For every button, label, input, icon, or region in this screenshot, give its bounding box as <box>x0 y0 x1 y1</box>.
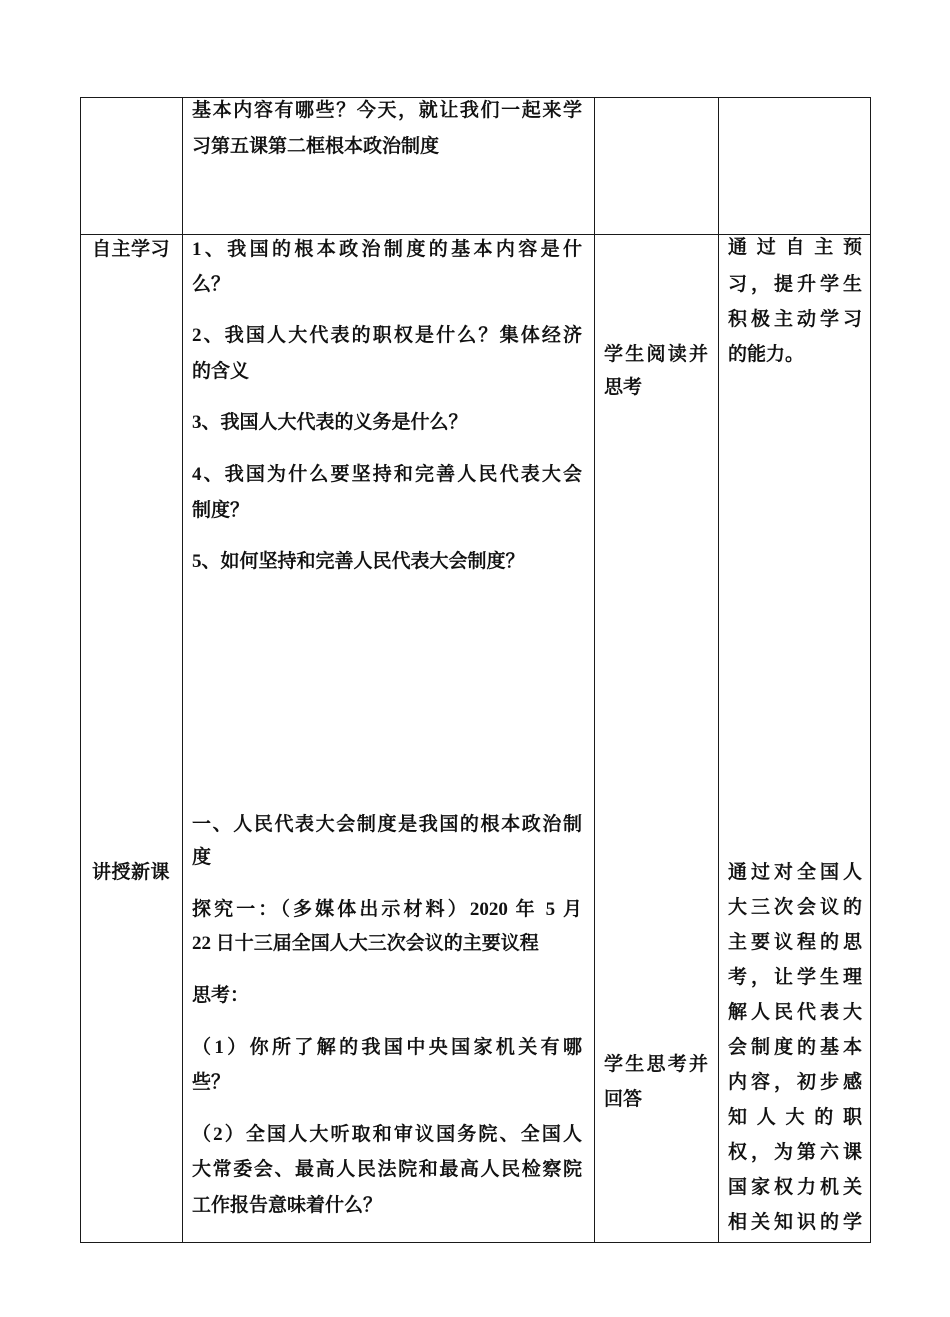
content-line: 大常委会、最高人民法院和最高人民检察院 <box>192 1159 582 1180</box>
intent-line: 通过自主预 <box>728 237 862 258</box>
content-line: 一、人民代表大会制度是我国的根本政治制 <box>192 814 582 835</box>
table-border-right <box>870 97 871 1243</box>
stage-label: 自主学习 <box>92 239 171 260</box>
content-line: （2）全国人大听取和审议国务院、全国人 <box>192 1124 582 1145</box>
intent-line: 解人民代表大 <box>728 1002 862 1023</box>
question-line: 的含义 <box>192 361 250 382</box>
question-line: 么？ <box>192 274 231 295</box>
intent-line: 大三次会议的 <box>728 897 862 918</box>
question-line: 2、我国人大代表的职权是什么？集体经济 <box>192 325 582 346</box>
question-line: 4、我国为什么要坚持和完善人民代表大会 <box>192 464 582 485</box>
content-line: 思考： <box>192 985 250 1006</box>
table-column-divider-1 <box>182 97 183 1243</box>
question-line: 5、如何坚持和完善人民代表大会制度？ <box>192 551 525 572</box>
intent-line: 通过对全国人 <box>728 862 862 883</box>
stage-label: 讲授新课 <box>92 862 171 883</box>
intent-line: 的能力。 <box>728 344 805 365</box>
content-line: 22 日十三届全国人大三次会议的主要议程 <box>192 933 539 954</box>
activity-line: 思考 <box>604 377 643 398</box>
activity-line: 学生阅读并 <box>604 344 708 365</box>
intent-line: 相关知识的学 <box>728 1212 862 1233</box>
table-border-top <box>80 97 871 98</box>
content-line: 习第五课第二框根本政治制度 <box>192 136 440 157</box>
intent-line: 权，为第六课 <box>728 1142 862 1163</box>
content-line: （1）你所了解的我国中央国家机关有哪 <box>192 1037 582 1058</box>
activity-line: 回答 <box>604 1089 643 1110</box>
content-line: 工作报告意味着什么？ <box>192 1195 383 1216</box>
table-column-divider-2 <box>594 97 595 1243</box>
intent-line: 内容，初步感 <box>728 1072 862 1093</box>
intent-line: 主要议程的思 <box>728 932 862 953</box>
table-border-bottom <box>80 1242 871 1243</box>
table-border-left <box>80 97 81 1243</box>
table-border-row-divider <box>80 234 871 235</box>
intent-line: 考，让学生理 <box>728 967 862 988</box>
question-line: 1、我国的根本政治制度的基本内容是什 <box>192 239 582 260</box>
intent-line: 会制度的基本 <box>728 1037 862 1058</box>
content-line: 度 <box>192 847 212 868</box>
activity-line: 学生思考并 <box>604 1054 708 1075</box>
intent-line: 积极主动学习 <box>728 309 862 330</box>
intent-line: 知人大的职 <box>728 1107 862 1128</box>
table-column-divider-3 <box>718 97 719 1243</box>
content-line: 基本内容有哪些？今天，就让我们一起来学 <box>192 100 582 121</box>
content-line: 探究一：（多媒体出示材料）2020 年 5 月 <box>192 899 582 920</box>
question-line: 制度？ <box>192 500 250 521</box>
intent-line: 习，提升学生 <box>728 274 862 295</box>
intent-line: 国家权力机关 <box>728 1177 862 1198</box>
content-line: 些？ <box>192 1072 231 1093</box>
question-line: 3、我国人大代表的义务是什么？ <box>192 412 468 433</box>
